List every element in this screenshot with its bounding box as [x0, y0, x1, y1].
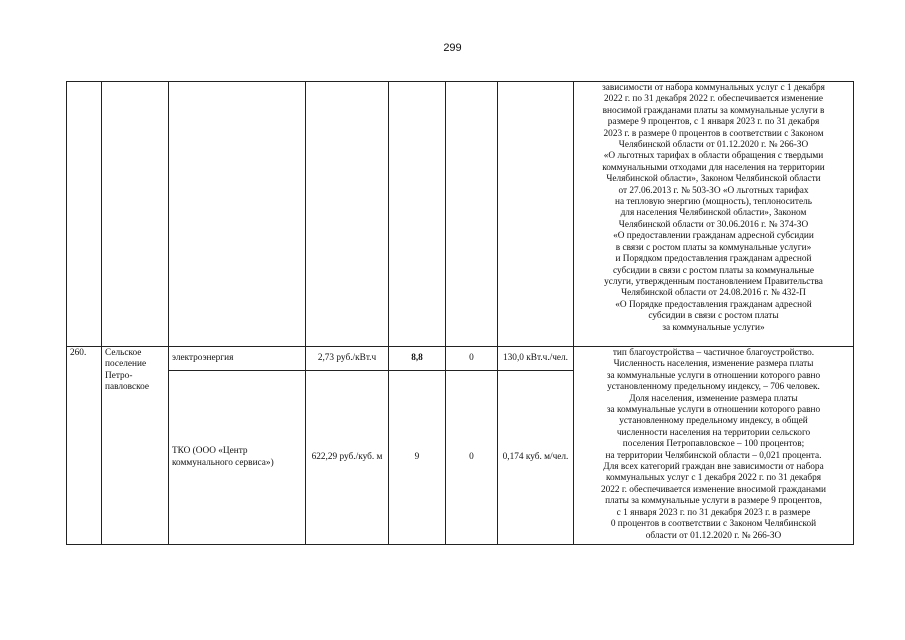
change-value: 0 — [446, 347, 498, 371]
cell-empty — [67, 82, 102, 347]
tariff-value: 2,73 руб./кВт.ч — [306, 347, 389, 371]
continuation-row — [67, 82, 854, 347]
cell-empty — [306, 82, 389, 347]
index-value: 9 — [389, 371, 446, 545]
continuation-note: зависимости от набора коммунальных услуг с 1 декабря 2022 г. по 31 декабря 2022 г. обеспечивается изменение вносимой гражданами платы за коммунальные услуги в размере 9 процентов, с 1 января 2023 г. по 31 декабря 2023 г. в размере 0 процентов в соответствии с Законом Челябинской области от 01.12.2020 г. № 266-ЗО «О льготных тарифах в области обращения с твердыми коммунальными отходами для населения на территории Челябинской области», Законом Челябинской области от 27.06.2013 г. № 503-ЗО «О льготных тарифах на тепловую энергию (мощность), теплоноситель для населения Челябинской области», Законом Челябинской области от 30.06.2016 г. № 374-ЗО «О предоставлении гражданам адресной субсидии в связи с ростом платы за коммунальные услуги» и Порядком предоставления гражданам адресной субсидии в связи с ростом платы за коммунальные услуги, утвержденным постановлением Правительства Челябинской области от 24.08.2016 г. № 432-П «О Порядке предоставления гражданам адресной субсидии в связи с ростом платы за коммунальные услуги» — [574, 82, 854, 347]
change-value: 0 — [446, 371, 498, 545]
norm-value: 0,174 куб. м/чел. — [498, 371, 574, 545]
service-name: электроэнергия — [169, 347, 306, 371]
cell-empty — [389, 82, 446, 347]
index-value: 8,8 — [389, 347, 446, 371]
table-row — [67, 347, 854, 371]
tariff-table — [66, 81, 854, 545]
tariff-value: 622,29 руб./куб. м — [306, 371, 389, 545]
page-number: 299 — [443, 42, 462, 54]
norm-value: 130,0 кВт.ч./чел. — [498, 347, 574, 371]
cell-empty — [169, 82, 306, 347]
cell-empty — [498, 82, 574, 347]
entry-number: 260. — [67, 347, 102, 545]
entry-note: тип благоустройства – частичное благоустройство. Численность населения, изменение размера платы за коммунальные услуги в отношении которого равно установленному предельному индексу, – 706 человек. Доля населения, изменение размера платы за коммунальные услуги в отношении которого равно установленному предельному индексу, в общей численности населения на территории сельского поселения Петропавловское – 100 процентов; на территории Челябинской области – 0,021 процента. Для всех категорий граждан вне зависимости от набора коммунальных услуг с 1 декабря 2022 г. по 31 декабря 2022 г. обеспечивается изменение вносимой гражданами платы за коммунальные услуги в размере 9 процентов, с 1 января 2023 г. по 31 декабря 2023 г. в размере 0 процентов в соответствии с Законом Челябинской области от 01.12.2020 г. № 266-ЗО — [574, 347, 854, 545]
settlement-name: Сельское поселение Петро-павловское — [102, 347, 169, 545]
cell-empty — [446, 82, 498, 347]
cell-empty — [102, 82, 169, 347]
service-name: ТКО (ООО «Центр коммунального сервиса») — [169, 371, 306, 545]
